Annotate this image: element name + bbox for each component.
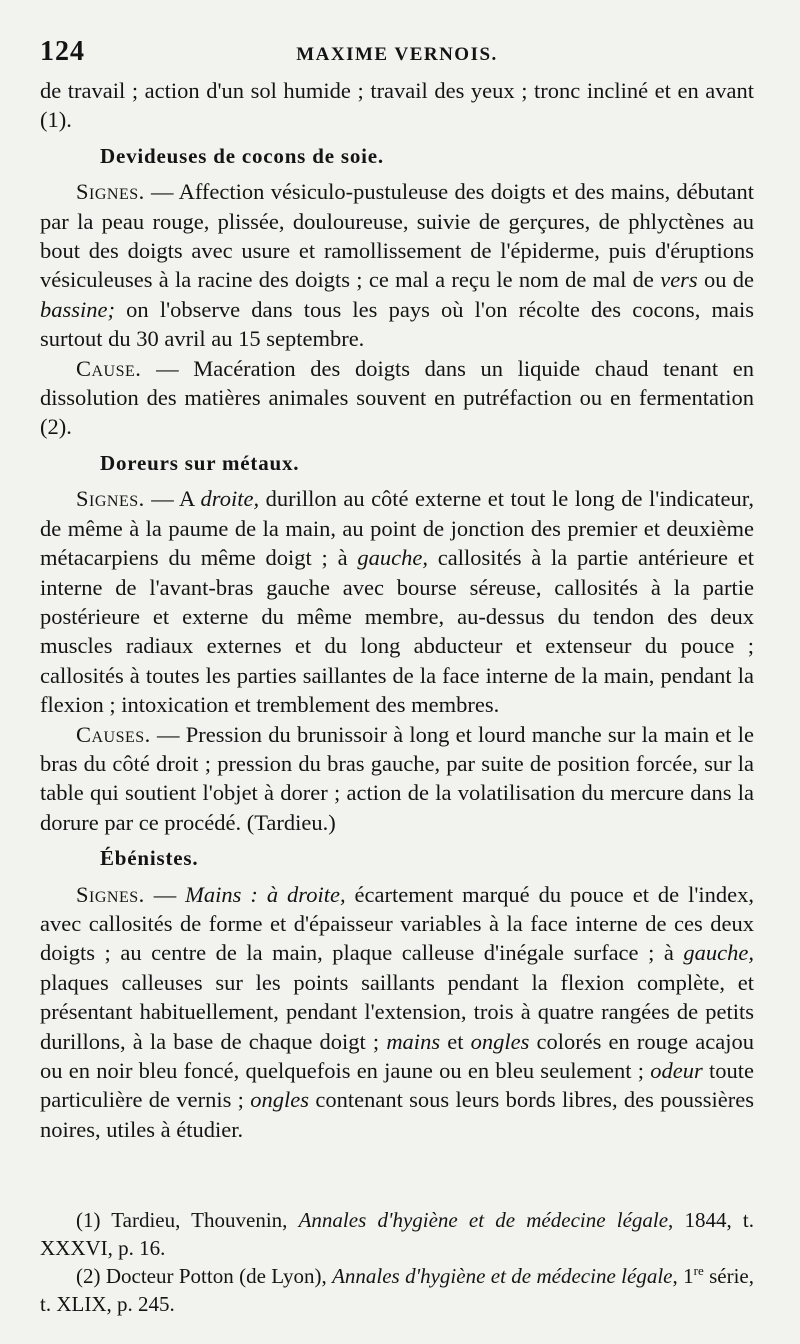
running-head: MAXIME VERNOIS. [296,44,498,65]
text-run: et [440,1028,471,1054]
section-heading-devideuses: Devideuses de cocons de soie. [100,143,384,168]
signes-label: Signes. [76,179,145,205]
text-run: toute particulière de vernis ; [40,1058,754,1113]
text-run: — Macération des doigts dans un liquide chaud tenant en dissolution des matières animales souvent en putréfaction ou en fermentation (2). [40,355,754,440]
text-run: , 1844, t. XXXVI, p. 16. [40,1208,755,1260]
italic-run: bassine; [40,296,115,322]
cause-label: Cause. [76,355,142,381]
italic-run: gauche, [683,940,754,966]
italic-run: odeur [650,1058,703,1083]
text-run: — A [144,486,201,512]
text-run: (1) Tardieu, Thouvenin, [76,1208,299,1232]
footnotes [40,1206,754,1318]
italic-run: Annales d'hygiène et de médecine légale [332,1264,673,1288]
signes-label: Signes. [76,486,145,512]
italic-run: ongles [250,1087,310,1113]
signes-paragraph-devideuses [40,177,754,353]
superscript: re [693,1263,704,1278]
intro-paragraph: de travail ; action d'un sol humide ; travail des yeux ; tronc incliné et en avant (1). [40,78,754,133]
text-run: — Affection vésiculo-pustuleuse des doigts et des mains, débutant par la peau rouge, plissée, douloureuse, suivie de gerçures, de phlyctènes au bout des doigts avec usure et ramollissement de l'épiderme, puis d'éruptions vésiculeuses à la racine des doigts ; ce mal a reçu le nom de mal de [40,179,754,293]
italic-run: gauche, [357,545,428,571]
footnote-2 [40,1262,754,1318]
text-run: , 1 [672,1264,694,1288]
text-run: — Pression du brunissoir à long et lourd manche sur la main et le bras du côté droit ; pression du bras gauche, par suite de position forcée, sur la table qui soutient l'objet à dorer ; action de la volatilisation du mercure dans la dorure par ce procédé. (Tardieu.) [40,721,754,835]
text-run: on l'observe dans tous les pays où l'on récolte des cocons, mais surtout du 30 avril au 15 septembre. [40,296,754,352]
section-heading-doreurs: Doreurs sur métaux. [100,450,300,475]
italic-run: vers [660,267,698,293]
causes-label: Causes. [76,721,151,747]
page-header [40,36,754,70]
text-run: écartement marqué du pouce et de l'index, avec callosités de forme et d'épaisseur variables à la face interne de ces deux doigts ; au centre de la main, plaque calleuse d'inégale surface ; à [40,881,755,966]
text-run: (2) Docteur Potton (de Lyon), [76,1264,333,1288]
text-run: ou de [697,267,754,293]
text-run: callosités à la partie antérieure et interne de l'avant-bras gauche avec bourse séreuse, callosités à la partie postérieure et externe du même membre, au-dessus du tendon des deux muscles radiaux externes et du long abducteur et extenseur du pouce ; callosités à toutes les parties saillantes de la face interne de la main, pendant la flexion ; intoxication et tremblement des membres. [40,545,755,718]
italic-run: Mains : à droite, [185,881,346,907]
causes-paragraph-doreurs [40,720,754,838]
italic-run: ongles [470,1028,530,1054]
text-run: durillon au côté externe et tout le long de l'indicateur, de même à la paume de la main, au point de jonction des premier et deuxième métacarpiens du même doigt ; à [40,486,754,571]
text-run: colorés en rouge acajou ou en noir bleu foncé, quelquefois en jaune ou en bleu seulement ; [40,1028,754,1083]
italic-run: droite, [200,486,260,512]
page-number: 124 [40,36,85,67]
italic-run: mains [386,1028,441,1054]
signes-paragraph-doreurs [40,484,754,719]
text-run: contenant sous leurs bords libres, des poussières noires, utiles à étudier. [40,1087,754,1142]
signes-label: Signes. [76,881,145,907]
text-run: plaques calleuses sur les points saillants pendant la flexion complète, et présentant habituellement, pendant l'extension, trois à quatre rangées de petits durillons, à la base de chaque doigt ; [40,969,754,1054]
section-heading-ebenistes: Ébénistes. [100,846,199,871]
page-body [40,76,754,1144]
italic-run: Annales d'hygiène et de médecine légale [298,1208,669,1232]
text-run: — [144,881,186,907]
footnote-1 [40,1206,754,1262]
text-run: série, t. XLIX, p. 245. [40,1264,755,1316]
signes-paragraph-ebenistes [40,880,754,1145]
cause-paragraph-devideuses [40,354,754,442]
